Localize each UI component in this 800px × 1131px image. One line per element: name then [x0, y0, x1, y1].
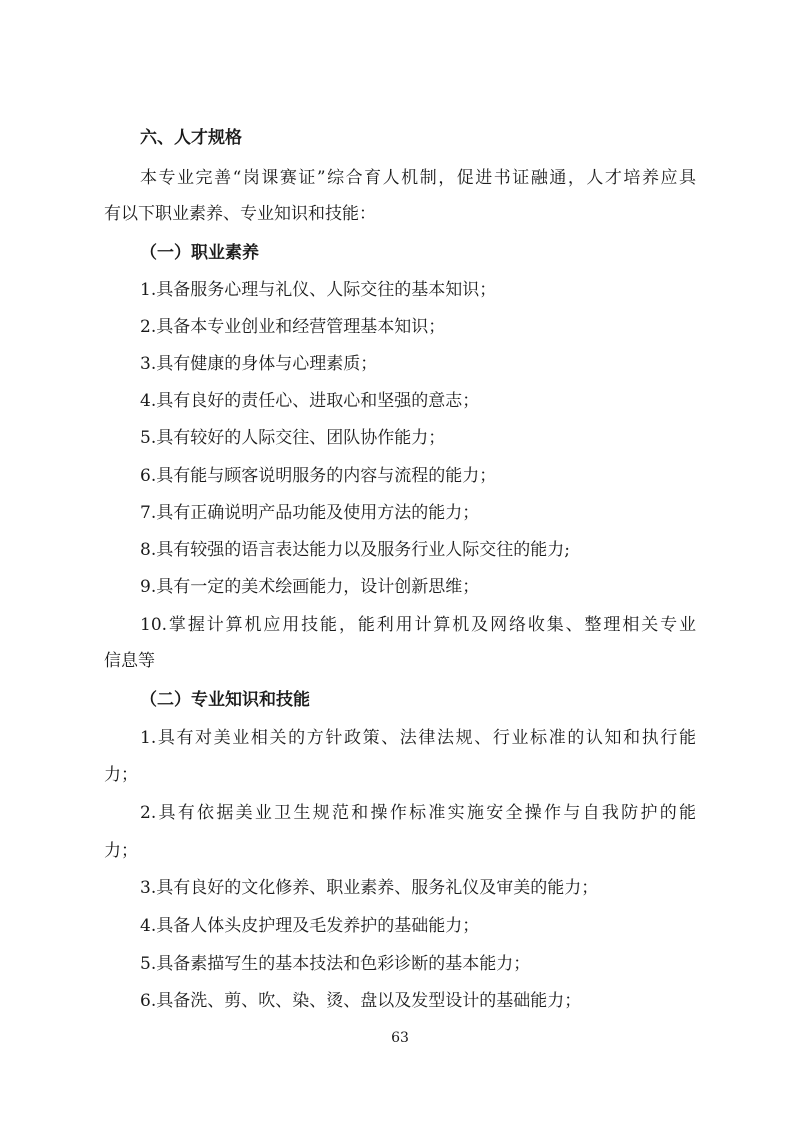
list-item: 7.具有正确说明产品功能及使用方法的能力； — [140, 503, 480, 523]
skill-item-2-line-2: 力； — [104, 841, 138, 861]
list-item-10-line-1: 10.掌握计算机应用技能，能利用计算机及网络收集、整理相关专业 — [140, 615, 696, 635]
intro-line-1: 本专业完善“岗课赛证”综合育人机制，促进书证融通，人才培养应具 — [140, 168, 696, 188]
list-item: 4.具有良好的责任心、进取心和坚强的意志； — [140, 391, 480, 411]
subheading-professional-quality: （一）职业素养 — [140, 243, 259, 263]
list-item: 3.具有健康的身体与心理素质； — [140, 354, 378, 374]
list-item: 5.具有较好的人际交往、团队协作能力； — [140, 428, 446, 448]
list-item: 4.具备人体头皮护理及毛发养护的基础能力； — [140, 916, 480, 936]
list-item: 8.具有较强的语言表达能力以及服务行业人际交往的能力; — [140, 540, 570, 560]
skill-item-1-line-1: 1.具有对美业相关的方针政策、法律法规、行业标准的认知和执行能 — [140, 728, 696, 748]
intro-line-2: 有以下职业素养、专业知识和技能： — [104, 204, 376, 224]
list-item: 3.具有良好的文化修养、职业素养、服务礼仪及审美的能力； — [140, 878, 599, 898]
list-item: 9.具有一定的美术绘画能力，设计创新思维； — [140, 577, 480, 597]
subheading-knowledge-skills: （二）专业知识和技能 — [140, 690, 310, 710]
list-item: 6.具备洗、剪、吹、染、烫、盘以及发型设计的基础能力； — [140, 991, 582, 1011]
page-number: 63 — [391, 1030, 409, 1046]
list-item: 1.具备服务心理与礼仪、人际交往的基本知识； — [140, 280, 497, 300]
list-item-10-line-2: 信息等 — [104, 651, 155, 671]
list-item: 2.具备本专业创业和经营管理基本知识； — [140, 317, 446, 337]
list-item: 5.具备素描写生的基本技法和色彩诊断的基本能力； — [140, 954, 531, 974]
skill-item-2-line-1: 2.具有依据美业卫生规范和操作标准实施安全操作与自我防护的能 — [140, 803, 696, 823]
section-title: 六、人才规格 — [140, 128, 242, 148]
list-item: 6.具有能与顾客说明服务的内容与流程的能力； — [140, 466, 497, 486]
skill-item-1-line-2: 力； — [104, 765, 138, 785]
